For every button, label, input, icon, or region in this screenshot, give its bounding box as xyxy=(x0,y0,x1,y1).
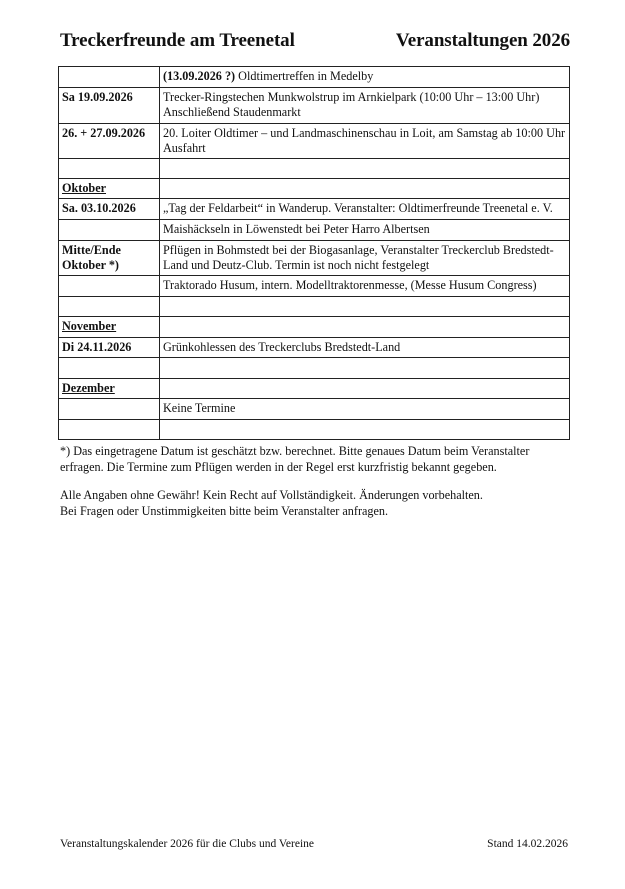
table-row xyxy=(59,88,570,124)
table-row xyxy=(59,338,570,358)
month-heading-cell xyxy=(59,379,160,399)
description-cell xyxy=(160,179,570,199)
description-cell xyxy=(160,88,570,124)
description-cell xyxy=(160,399,570,420)
date-cell xyxy=(59,159,160,179)
disclaimer-line-1: Alle Angaben ohne Gewähr! Kein Recht auf Vollständigkeit. Änderungen vorbehalten. xyxy=(60,488,483,502)
date-cell xyxy=(59,399,160,420)
event-description: „Tag der Feldarbeit“ in Wanderup. Veranstalter: Oldtimerfreunde Treenetal e. V. xyxy=(163,201,553,215)
month-heading-cell xyxy=(59,179,160,199)
table-row xyxy=(59,297,570,317)
description-cell xyxy=(160,220,570,241)
table-row xyxy=(59,124,570,159)
description-cell xyxy=(160,124,570,159)
table-row xyxy=(59,159,570,179)
table-row xyxy=(59,317,570,338)
disclaimer-line-2: Bei Fragen oder Unstimmigkeiten bitte beim Veranstalter anfragen. xyxy=(60,503,389,518)
description-cell xyxy=(160,338,570,358)
description-cell xyxy=(160,67,570,88)
date-cell xyxy=(59,420,160,440)
event-date: 26. + 27.09.2026 xyxy=(62,126,146,140)
date-cell xyxy=(59,297,160,317)
event-description: Oldtimertreffen in Medelby xyxy=(235,69,374,83)
date-cell xyxy=(59,199,160,220)
event-date: Di 24.11.2026 xyxy=(62,340,132,354)
table-row xyxy=(59,276,570,297)
footer-left: Veranstaltungskalender 2026 für die Clubs und Vereine xyxy=(60,838,315,850)
date-cell xyxy=(59,358,160,379)
date-cell xyxy=(59,220,160,241)
organization-title: Treckerfreunde am Treenetal xyxy=(60,30,295,51)
event-date: Sa. 03.10.2026 xyxy=(62,201,136,215)
document-title: Veranstaltungen 2026 xyxy=(395,30,570,51)
table-row xyxy=(59,420,570,440)
table-row xyxy=(59,199,570,220)
description-cell xyxy=(160,379,570,399)
notes-section xyxy=(60,444,570,532)
month-heading: Dezember xyxy=(62,381,115,395)
description-cell xyxy=(160,276,570,297)
disclaimer-text xyxy=(60,488,570,519)
event-description: Traktorado Husum, intern. Modelltraktorenmesse, (Messe Husum Congress) xyxy=(163,278,537,292)
event-description: Trecker-Ringstechen Munkwolstrup im Arnkielpark (10:00 Uhr – 13:00 Uhr) Anschließend Staudenmarkt xyxy=(163,90,540,119)
description-cell xyxy=(160,241,570,276)
table-row xyxy=(59,241,570,276)
date-cell xyxy=(59,67,160,88)
table-row xyxy=(59,67,570,88)
event-description: Grünkohlessen des Treckerclubs Bredstedt-Land xyxy=(163,340,401,354)
month-heading-cell xyxy=(59,317,160,338)
date-cell xyxy=(59,241,160,276)
event-description: Pflügen in Bohmstedt bei der Biogasanlage, Veranstalter Treckerclub Bredstedt-Land und Deutz-Club. Termin ist noch nicht festgelegt xyxy=(163,243,554,272)
date-cell xyxy=(59,88,160,124)
table-row xyxy=(59,220,570,241)
month-heading: Oktober xyxy=(62,181,107,195)
page-footer xyxy=(60,838,568,850)
event-date: Mitte/Ende Oktober *) xyxy=(62,243,121,272)
footer-date: Stand 14.02.2026 xyxy=(487,838,568,850)
event-description: 20. Loiter Oldtimer – und Landmaschinenschau in Loit, am Samstag ab 10:00 Uhr Ausfahrt xyxy=(163,126,566,155)
table-row xyxy=(59,358,570,379)
date-cell xyxy=(59,276,160,297)
table-row xyxy=(59,399,570,420)
date-cell xyxy=(59,124,160,159)
event-description: Keine Termine xyxy=(163,401,236,415)
table-row xyxy=(59,179,570,199)
event-description: Maishäckseln in Löwenstedt bei Peter Harro Albertsen xyxy=(163,222,430,236)
events-table xyxy=(58,66,570,440)
month-heading: November xyxy=(62,319,117,333)
description-cell xyxy=(160,420,570,440)
description-cell xyxy=(160,358,570,379)
date-cell xyxy=(59,338,160,358)
tentative-date: (13.09.2026 ?) xyxy=(163,69,236,83)
table-row xyxy=(59,379,570,399)
footnote-text: *) Das eingetragene Datum ist geschätzt bzw. berechnet. Bitte genaues Datum beim Veranstalter erfragen. Die Termine zum Pflügen werden in der Regel erst kurzfristig bekannt gegeben. xyxy=(60,444,530,474)
description-cell xyxy=(160,199,570,220)
description-cell xyxy=(160,297,570,317)
description-cell xyxy=(160,159,570,179)
page-header xyxy=(60,30,570,52)
event-date: Sa 19.09.2026 xyxy=(62,90,133,104)
description-cell xyxy=(160,317,570,338)
